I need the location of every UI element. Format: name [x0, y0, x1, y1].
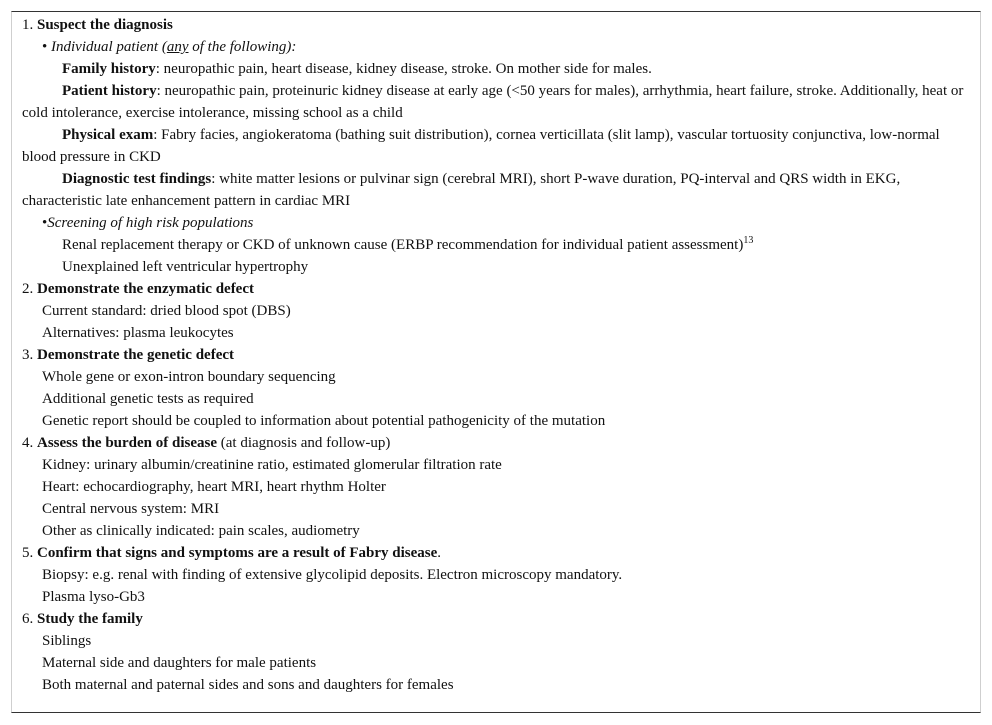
list-item: Genetic report should be coupled to information about potential pathogenicity of the mutation: [42, 413, 606, 429]
physical-exam-item: Physical exam: Fabry facies, angiokeratoma (bathing suit distribution), cornea verticillata (slit lamp), vascular tortuosity conjunctiva, low-normal blood pressure in CKD: [22, 127, 940, 165]
section-2-title: Demonstrate the enzymatic defect: [37, 281, 254, 297]
list-item: Biopsy: e.g. renal with finding of extensive glycolipid deposits. Electron microscopy mandatory.: [42, 567, 623, 583]
list-item: Additional genetic tests as required: [42, 391, 254, 407]
section-3-title: Demonstrate the genetic defect: [37, 347, 234, 363]
list-item: Siblings: [42, 633, 92, 649]
list-item: Kidney: urinary albumin/creatinine ratio, estimated glomerular filtration rate: [42, 457, 502, 473]
list-item: Heart: echocardiography, heart MRI, heart rhythm Holter: [42, 479, 386, 495]
family-history-item: Family history: neuropathic pain, heart disease, kidney disease, stroke. On mother side for males.: [62, 61, 652, 77]
screening-item: Renal replacement therapy or CKD of unknown cause (ERBP recommendation for individual patient assessment)$^{13}$: [62, 235, 754, 253]
section-1-heading: 1. Suspect the diagnosis: [22, 17, 173, 33]
patient-history-item: Patient history: neuropathic pain, proteinuric kidney disease at early age (<50 years for males), arrhythmia, heart failure, stroke. Additionally, heat or cold intolerance, exercise intolerance, missing school as a child: [22, 83, 964, 121]
screening-label: •Screening of high risk populations: [42, 215, 254, 231]
list-item: Plasma lyso-Gb3: [42, 589, 145, 605]
list-item: Both maternal and paternal sides and sons and daughters for females: [42, 677, 454, 693]
section-1-title: Suspect the diagnosis: [37, 17, 173, 33]
list-item: Whole gene or exon-intron boundary sequencing: [42, 369, 336, 385]
section-6-title: Study the family: [37, 611, 143, 627]
list-item: Other as clinically indicated: pain scales, audiometry: [42, 523, 360, 539]
section-6-heading: 6. Study the family: [22, 611, 143, 627]
list-item: Maternal side and daughters for male patients: [42, 655, 317, 671]
algorithm-table: [11, 11, 981, 713]
section-4-heading: 4. Assess the burden of disease (at diagnosis and follow-up): [22, 435, 391, 451]
section-5-title: Confirm that signs and symptoms are a result of Fabry disease: [37, 545, 438, 561]
screening-item: Unexplained left ventricular hypertrophy: [62, 259, 309, 275]
list-item: Current standard: dried blood spot (DBS): [42, 303, 291, 319]
section-5-heading: 5. Confirm that signs and symptoms are a result of Fabry disease.: [22, 545, 442, 561]
section-2-heading: 2. Demonstrate the enzymatic defect: [22, 281, 254, 297]
list-item: Central nervous system: MRI: [42, 501, 220, 517]
list-item: Alternatives: plasma leukocytes: [42, 325, 234, 341]
individual-patient-label: • Individual patient (any of the following):: [42, 39, 297, 55]
table-content: [22, 14, 972, 696]
section-3-heading: 3. Demonstrate the genetic defect: [22, 347, 234, 363]
diagnostic-test-item: Diagnostic test findings: white matter lesions or pulvinar sign (cerebral MRI), short P-wave duration, PQ-interval and QRS width in EKG, characteristic late enhancement pattern in cardiac MRI: [22, 171, 901, 209]
section-4-title: Assess the burden of disease: [37, 435, 218, 451]
reference-superscript: 13: [743, 235, 754, 246]
